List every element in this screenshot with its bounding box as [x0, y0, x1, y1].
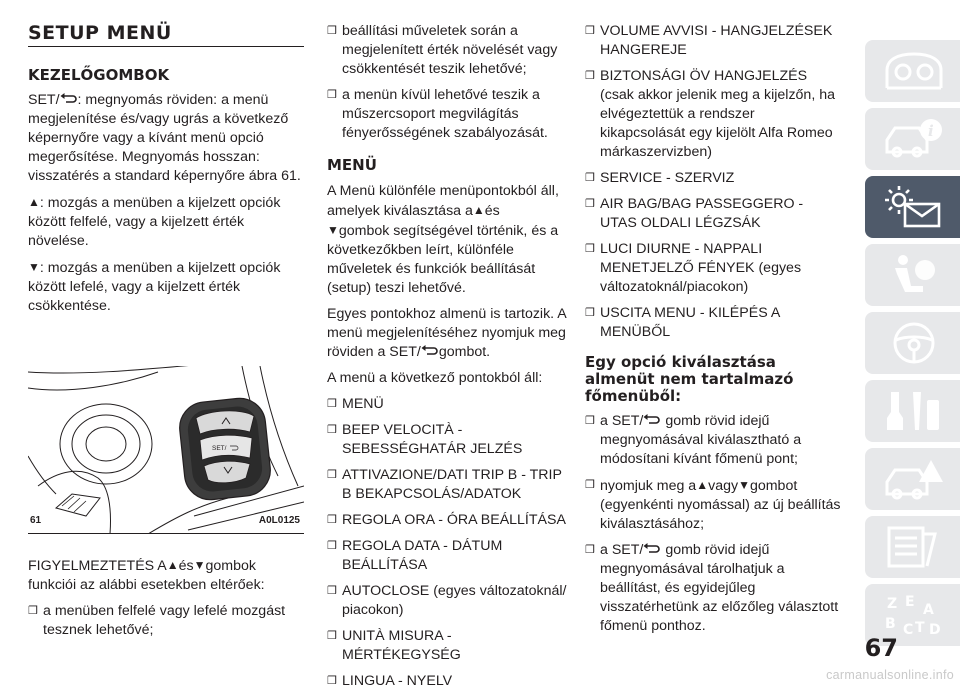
- list-item: ❒ a SET/ gomb rövid idejű megnyomásával tárolhatjuk a beállítást, és egyidejűleg visszatérhetünk az előzőleg választott főmenü ponthoz.: [585, 542, 839, 634]
- list-item: ❒ nyomjuk meg a▲vagy▼gombot (egyenkénti nyomással) az új beállítás kiválasztásához;: [585, 478, 841, 532]
- list-item: ❒ MENÜ: [327, 396, 384, 412]
- checkbox-bullet-icon: ❒: [327, 540, 337, 552]
- menu-items-list: [327, 395, 571, 686]
- svg-text:D: D: [929, 622, 941, 638]
- checkbox-bullet-icon: ❒: [327, 25, 337, 37]
- list-item: ❒ REGOLA ORA - ÓRA BEÁLLÍTÁSA: [327, 512, 566, 528]
- light-warning-envelope-icon: [883, 184, 945, 230]
- chapter-tabs: [865, 40, 960, 652]
- list-item: ❒ AIR BAG/BAG PASSEGGERO - UTAS OLDALI LÉGZSÁK: [585, 196, 804, 231]
- tab-car-info[interactable]: [865, 108, 960, 170]
- up-arrow-icon: ▲: [166, 558, 179, 572]
- svg-text:C: C: [903, 622, 914, 638]
- section-title: SETUP MENÜ: [28, 22, 172, 44]
- checkbox-bullet-icon: ❒: [327, 514, 337, 526]
- list-item: ❒ a menüben felfelé vagy lefelé mozgást tesznek lehetővé;: [28, 603, 286, 638]
- checkbox-bullet-icon: ❒: [585, 172, 595, 184]
- steering-wheel-icon: [883, 320, 945, 366]
- return-arrow-icon: [643, 413, 661, 424]
- list-item: ❒ VOLUME AVVISI - HANGJELZÉSEK HANGEREJE: [585, 23, 833, 58]
- tab-technical-data[interactable]: [865, 516, 960, 578]
- column-2: [327, 22, 571, 686]
- tab-driving[interactable]: [865, 312, 960, 374]
- car-dashboard-icon: [883, 48, 945, 94]
- svg-text:E: E: [905, 594, 915, 610]
- figure-61: [28, 366, 304, 534]
- list-item: ❒ USCITA MENU - KILÉPÉS A MENÜBŐL: [585, 305, 780, 340]
- car-warning-icon: [883, 456, 945, 502]
- warning-text: FIGYELMEZTETÉS A▲és▼gombok funkciói az alábbi esetekben eltérőek:: [28, 558, 265, 593]
- checkbox-bullet-icon: ❒: [585, 479, 595, 491]
- column-3: [585, 22, 841, 643]
- down-button-description: ▼: mozgás a menüben a kijelzett opciók között lefelé, vagy a kijelzett érték csökkentése.: [28, 260, 281, 314]
- checkbox-bullet-icon: ❒: [327, 89, 337, 101]
- subsection-title: KEZELŐGOMBOK: [28, 66, 170, 84]
- list-item: ❒ LINGUA - NYELV: [327, 672, 571, 686]
- checkbox-bullet-icon: ❒: [327, 630, 337, 642]
- down-arrow-icon: ▼: [738, 478, 750, 492]
- checkbox-bullet-icon: ❒: [585, 415, 595, 427]
- checkbox-bullet-icon: ❒: [327, 469, 337, 481]
- menu-heading: MENÜ: [327, 156, 377, 174]
- wrench-tools-icon: [883, 388, 945, 434]
- control-stalk-illustration: [28, 366, 304, 534]
- tab-safety[interactable]: [865, 244, 960, 306]
- list-item: ❒ SERVICE - SZERVIZ: [585, 170, 735, 186]
- checkbox-bullet-icon: ❒: [585, 307, 595, 319]
- page-number: 67: [864, 634, 898, 662]
- column-1: [28, 22, 304, 647]
- technical-data-list-icon: [883, 524, 945, 570]
- checkbox-bullet-icon: ❒: [327, 585, 337, 597]
- checkbox-bullet-icon: ❒: [585, 70, 595, 82]
- checkbox-bullet-icon: ❒: [327, 675, 337, 686]
- list-item: ❒ REGOLA DATA - DÁTUM BEÁLLÍTÁSA: [327, 538, 503, 573]
- list-item: ❒ LUCI DIURNE - NAPPALI MENETJELZŐ FÉNYEK (egyes változatoknál/piacokon): [585, 241, 802, 295]
- checkbox-bullet-icon: ❒: [585, 198, 595, 210]
- svg-text:B: B: [885, 616, 896, 632]
- list-item: ❒ a SET/ gomb rövid idejű megnyomásával kiválasztható a módosítani kívánt főmenü pont;: [585, 413, 802, 467]
- alphabetical-index-icon: [883, 592, 945, 638]
- checkbox-bullet-icon: ❒: [585, 243, 595, 255]
- down-arrow-icon: ▼: [193, 558, 206, 572]
- menu-intro: A Menü különféle menüpontokból áll, amelyek kiválasztása a▲és ▼gombok segítségével történik, és a következőkben leírt, különféle műveletek és funkciók beállítását (setup) teszi lehetővé.: [327, 183, 559, 296]
- svg-text:T: T: [915, 620, 925, 636]
- checkbox-bullet-icon: ❒: [28, 605, 38, 617]
- up-arrow-icon: ▲: [28, 195, 40, 209]
- down-arrow-icon: ▼: [28, 260, 40, 274]
- list-item: ❒ BIZTONSÁGI ÖV HANGJELZÉS (csak akkor jelenik meg a kijelzőn, ha elvégeztettük a rendszer kikapcsolását egy kijelölt Alfa Romeo márkaszervizben): [585, 68, 835, 160]
- tab-emergency[interactable]: [865, 448, 960, 510]
- checkbox-bullet-icon: ❒: [327, 424, 337, 436]
- option-select-heading: Egy opció kiválasztása almenüt nem tartalmazó főmenüből:: [585, 353, 794, 405]
- menu-items-intro: A menü a következő pontokból áll:: [327, 370, 543, 386]
- list-item: ❒ UNITÀ MISURA - MÉRTÉKEGYSÉG: [327, 628, 461, 663]
- submenu-note: Egyes pontokhoz almenü is tartozik. A menü megjelenítéséhez nyomjuk meg röviden a SET/ gombot.: [327, 306, 566, 360]
- up-arrow-icon: ▲: [472, 203, 485, 217]
- list-item: ❒ a menün kívül lehetővé teszik a műszercsoport megvilágítás fényerősségének szabályozását.: [327, 87, 548, 141]
- svg-text:Z: Z: [887, 596, 898, 612]
- return-arrow-icon: [60, 92, 78, 103]
- svg-text:A: A: [923, 602, 934, 618]
- list-item: ❒ beállítási műveletek során a megjelenített érték növelését vagy csökkentését teszik lehetővé;: [327, 23, 558, 77]
- up-arrow-icon: ▲: [696, 478, 709, 492]
- car-info-icon: [883, 116, 945, 162]
- set-button-description: SET/ : megnyomás röviden: a menü megjelenítése és/vagy ugrás a következő képernyőre vagy a kívánt menü opció megerősítése. Megnyomás hosszan: visszatérés a standard képernyőre ábra 61.: [28, 92, 301, 184]
- return-arrow-icon: [421, 344, 439, 355]
- airbag-seat-icon: [883, 252, 945, 298]
- checkbox-bullet-icon: ❒: [585, 544, 595, 556]
- down-arrow-icon: ▼: [327, 223, 339, 237]
- set-key-label: SET/: [212, 445, 227, 452]
- return-arrow-icon: [643, 542, 661, 553]
- tab-dashboard[interactable]: [865, 40, 960, 102]
- list-item: ❒ ATTIVAZIONE/DATI TRIP B - TRIP B BEKAPCSOLÁS/ADATOK: [327, 467, 562, 502]
- figure-code: A0L0125: [258, 515, 300, 526]
- figure-number: 61: [30, 515, 42, 526]
- list-item: ❒ BEEP VELOCITÀ - SEBESSÉGHATÁR JELZÉS: [327, 422, 523, 457]
- up-button-description: ▲: mozgás a menüben a kijelzett opciók között felfelé, vagy a kijelzett érték növelése.: [28, 195, 281, 249]
- tab-warnings[interactable]: [865, 176, 960, 238]
- watermark: carmanualsonline.info: [826, 668, 954, 682]
- list-item: ❒ AUTOCLOSE (egyes változatoknál/ piacokon): [327, 583, 567, 618]
- svg-text:i: i: [928, 122, 934, 140]
- checkbox-bullet-icon: ❒: [327, 398, 337, 410]
- tab-maintenance[interactable]: [865, 380, 960, 442]
- checkbox-bullet-icon: ❒: [585, 25, 595, 37]
- title-divider: [28, 46, 304, 47]
